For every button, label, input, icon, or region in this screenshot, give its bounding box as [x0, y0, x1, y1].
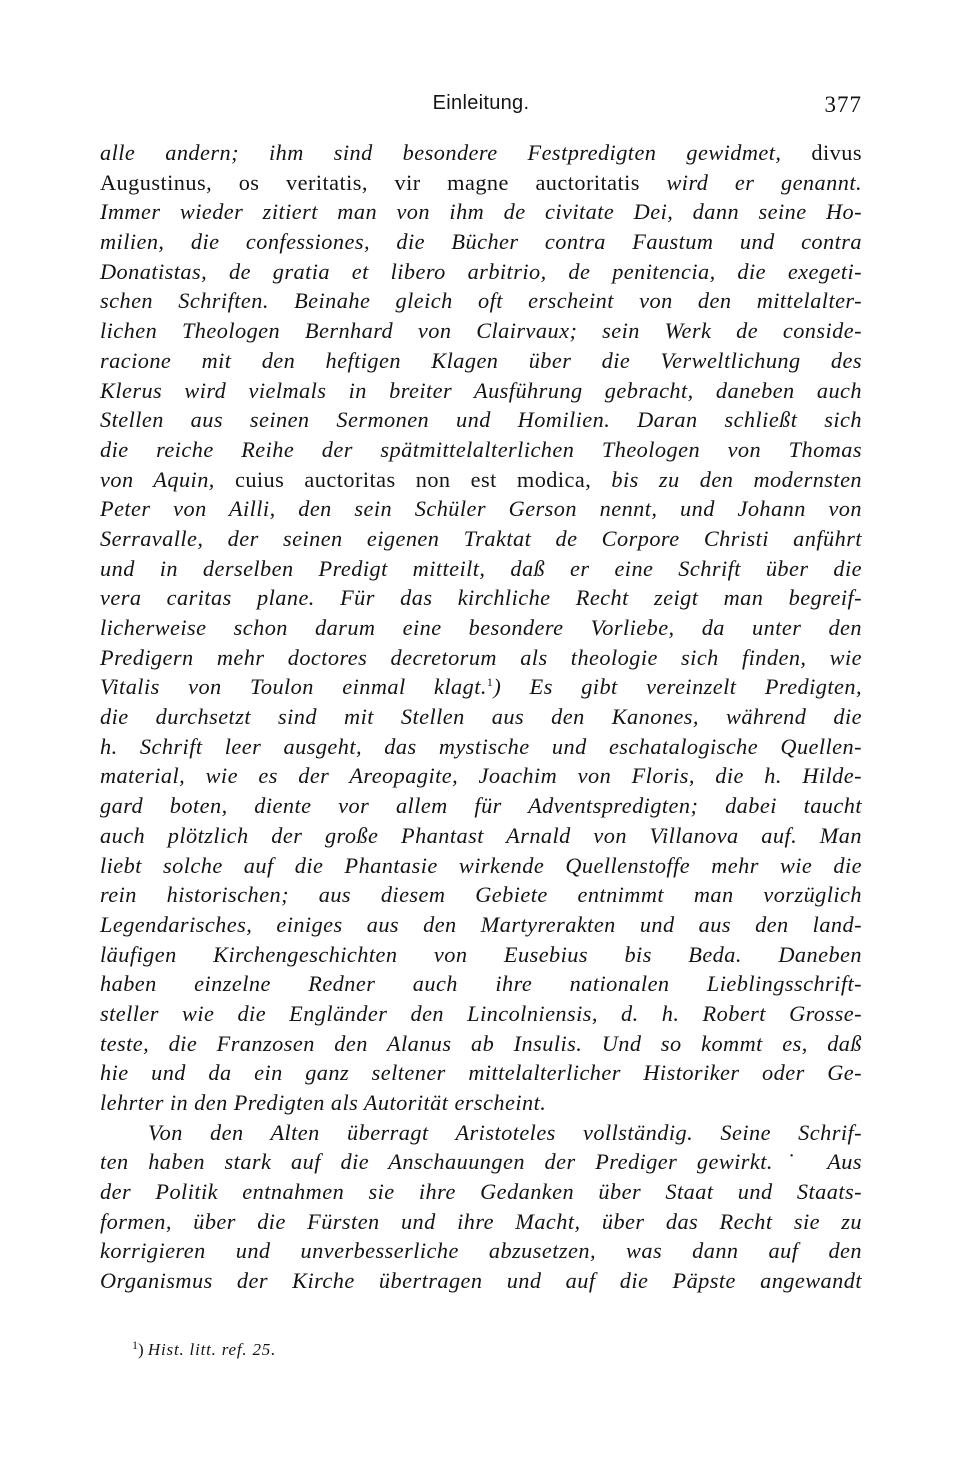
footnote [132, 1333, 276, 1362]
text-line: Organismus der Kirche übertragen und auf die Päpste angewandt [100, 1268, 862, 1294]
text-run: wird er genannt. [639, 169, 862, 195]
text-line: h. Schrift leer ausgeht, das mystische und eschatalogische Quellen- [100, 733, 862, 759]
text-line: Klerus wird vielmals in breiter Ausführung gebracht, daneben auch [100, 377, 862, 403]
text-line [100, 465, 862, 495]
text-line: Legendarisches, einiges aus den Martyrerakten und aus den land- [100, 911, 862, 937]
text-line: Serravalle, der seinen eigenen Traktat de Corpore Christi anführt [100, 525, 862, 551]
text-run: Vitalis von Toulon einmal klagt. [100, 674, 487, 700]
text-line: liebt solche auf die Phantasie wirkende Quellenstoffe mehr wie die [100, 852, 862, 878]
text-run: von Aquin, [100, 466, 215, 492]
text-run: ) Es gibt vereinzelt Predigten, [493, 674, 862, 700]
text-line: racione mit den heftigen Klagen über die Verweltlichung des [100, 347, 862, 373]
body-text [100, 138, 862, 1296]
text-line: steller wie die Engländer den Lincolniensis, d. h. Robert Grosse- [100, 1000, 862, 1026]
text-run-roman: divus [781, 140, 863, 165]
text-line: teste, die Franzosen den Alanus ab Insulis. Und so kommt es, daß [100, 1030, 862, 1056]
text-line [100, 168, 862, 198]
footnote-mark: 1 [132, 1338, 138, 1352]
text-line-paragraph-start: Von den Alten überragt Aristoteles vollständig. Seine Schrif- [148, 1119, 862, 1145]
text-run-roman: cuius auctoritas non est modica, [214, 466, 592, 492]
text-line: formen, über die Fürsten und ihre Macht, über das Recht sie zu [100, 1208, 862, 1234]
text-line: der Politik entnahmen sie ihre Gedanken über Staat und Staats- [100, 1179, 862, 1205]
text-line: läufigen Kirchengeschichten von Eusebius bis Beda. Daneben [100, 941, 862, 967]
text-run: alle andern; ihm sind besondere Festpredigten gewidmet, [100, 140, 782, 165]
text-line-paragraph-end: lehrter in den Predigten als Autorität erscheint. [100, 1090, 547, 1115]
text-line: gard boten, diente vor allem für Adventspredigten; dabei taucht [100, 793, 862, 819]
running-head [100, 92, 862, 122]
text-line: die reiche Reihe der spätmittelalterlichen Theologen von Thomas [100, 436, 862, 462]
text-line: ten haben stark auf die Anschauungen der Prediger gewirkt.˙ Aus [100, 1149, 862, 1175]
text-line: haben einzelne Redner auch ihre nationalen Lieblingsschrift- [100, 971, 862, 997]
text-line: licherweise schon darum eine besondere Vorliebe, da unter den [100, 615, 862, 640]
page-number: 377 [824, 92, 862, 117]
text-line [100, 138, 862, 168]
text-line: lichen Theologen Bernhard von Clairvaux; sein Werk de conside- [100, 318, 862, 344]
text-line: schen Schriften. Beinahe gleich oft erscheint von den mittelalter- [100, 288, 862, 314]
text-line [100, 672, 862, 702]
text-line: Stellen aus seinen Sermonen und Homilien. Daran schließt sich [100, 407, 862, 433]
running-title: Einleitung. [432, 92, 530, 114]
text-line: Peter von Ailli, den sein Schüler Gerson nennt, und Johann von [100, 496, 862, 522]
text-line: milien, die confessiones, die Bücher contra Faustum und contra [100, 229, 862, 255]
text-line: und in derselben Predigt mitteilt, daß er eine Schrift über die [100, 555, 862, 581]
text-run-roman: Augustinus, os veritatis, vir magne auctoritatis [100, 169, 640, 195]
text-line: Donatistas, de gratia et libero arbitrio, de penitencia, die exegeti- [100, 258, 862, 284]
text-line: material, wie es der Areopagite, Joachim von Floris, die h. Hilde- [100, 763, 862, 789]
text-line: Immer wieder zitiert man von ihm de civitate Dei, dann seine Ho- [100, 199, 862, 225]
footnote-paren: ) [138, 1340, 144, 1359]
text-line: vera caritas plane. Für das kirchliche Recht zeigt man begreif- [100, 585, 862, 611]
footnote-reference: 1 [486, 675, 494, 690]
text-line: korrigieren und unverbesserliche abzusetzen, was dann auf den [100, 1238, 862, 1264]
text-line: Predigern mehr doctores decretorum als theologie sich finden, wie [100, 644, 862, 670]
text-line: auch plötzlich der große Phantast Arnald von Villanova auf. Man [100, 822, 862, 848]
text-line: rein historischen; aus diesem Gebiete entnimmt man vorzüglich [100, 882, 862, 908]
text-line: die durchsetzt sind mit Stellen aus den Kanones, während die [100, 704, 862, 730]
text-line: hie und da ein ganz seltener mittelalterlicher Historiker oder Ge- [100, 1060, 862, 1086]
text-run: bis zu den modernsten [591, 466, 863, 492]
footnote-citation: Hist. litt. ref. 25. [147, 1340, 277, 1359]
